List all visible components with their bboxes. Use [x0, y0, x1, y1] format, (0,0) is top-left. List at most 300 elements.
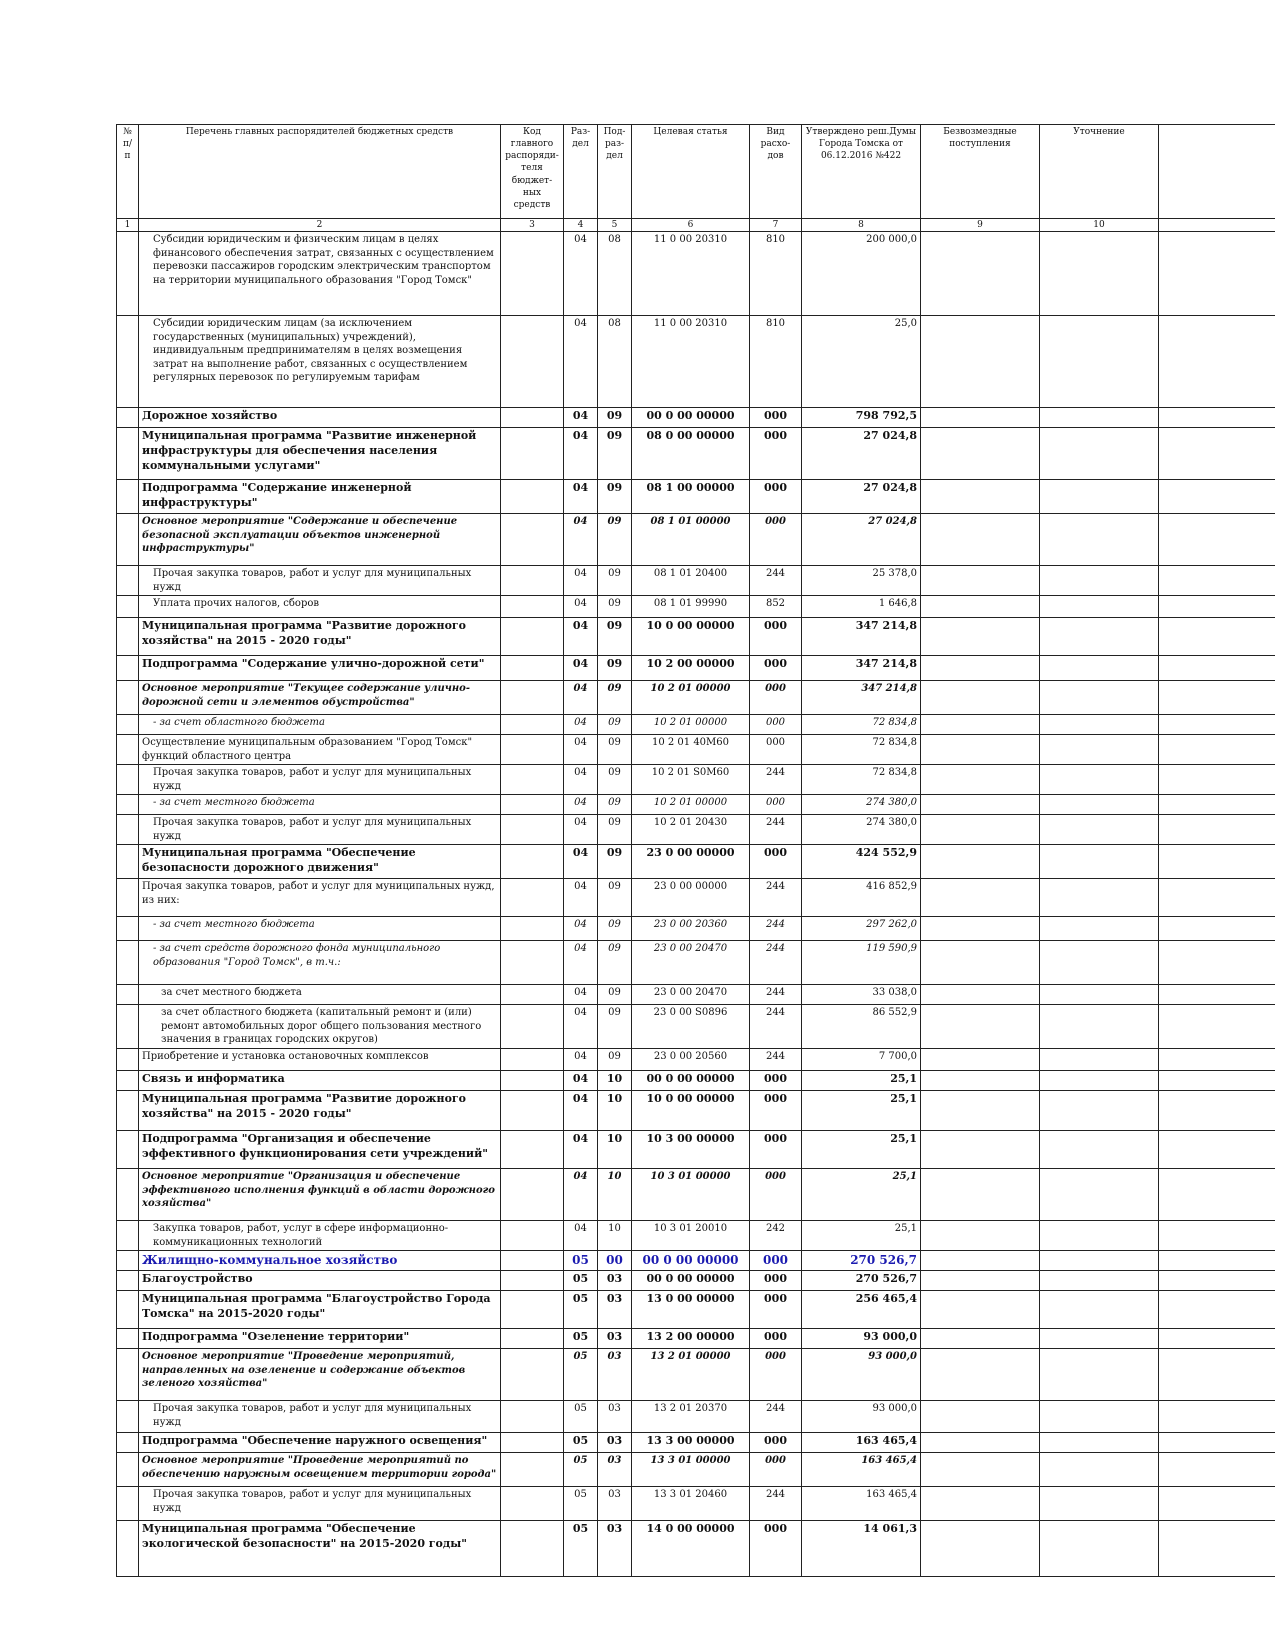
row-last	[1159, 566, 1275, 596]
row-target: 10 2 01 00000	[632, 681, 750, 715]
row-name: Прочая закупка товаров, работ и услуг для муниципальных нужд	[139, 765, 501, 795]
row-clarification	[1040, 1291, 1159, 1329]
row-amount: 274 380,0	[802, 795, 921, 815]
row-last	[1159, 845, 1275, 879]
table-row	[117, 1005, 1275, 1049]
row-razdel: 04	[564, 1049, 598, 1071]
row-target: 10 2 01 20430	[632, 815, 750, 845]
row-code	[501, 316, 564, 408]
row-vid: 000	[750, 795, 802, 815]
row-num	[117, 845, 139, 879]
row-target: 23 0 00 20360	[632, 917, 750, 941]
row-grants	[921, 514, 1040, 566]
header-target: Целевая статья	[632, 125, 750, 219]
row-code	[501, 941, 564, 985]
row-podrazdel: 03	[598, 1453, 632, 1487]
row-grants	[921, 879, 1040, 917]
row-name: Муниципальная программа "Обеспечение безопасности дорожного движения"	[139, 845, 501, 879]
row-podrazdel: 03	[598, 1349, 632, 1401]
row-podrazdel: 09	[598, 1005, 632, 1049]
row-grants	[921, 917, 1040, 941]
row-grants	[921, 795, 1040, 815]
col-number: 1	[117, 219, 139, 232]
row-razdel: 04	[564, 715, 598, 735]
row-vid: 000	[750, 656, 802, 681]
row-grants	[921, 1487, 1040, 1521]
header-name: Перечень главных распорядителей бюджетных средств	[139, 125, 501, 219]
row-name: - за счет средств дорожного фонда муниципального образования "Город Томск", в т.ч.:	[139, 941, 501, 985]
table-row	[117, 232, 1275, 316]
row-name: Благоустройство	[139, 1271, 501, 1291]
row-num	[117, 735, 139, 765]
row-vid: 000	[750, 1291, 802, 1329]
row-code	[501, 765, 564, 795]
row-razdel: 05	[564, 1521, 598, 1577]
row-last	[1159, 735, 1275, 765]
table-row	[117, 765, 1275, 795]
row-name: Основное мероприятие "Текущее содержание улично-дорожной сети и элементов обустройства"	[139, 681, 501, 715]
row-target: 08 1 01 99990	[632, 596, 750, 618]
row-podrazdel: 09	[598, 566, 632, 596]
row-amount: 25,1	[802, 1169, 921, 1221]
row-code	[501, 618, 564, 656]
row-code	[501, 656, 564, 681]
row-num	[117, 681, 139, 715]
row-target: 08 0 00 00000	[632, 428, 750, 480]
row-grants	[921, 1401, 1040, 1433]
row-podrazdel: 09	[598, 845, 632, 879]
col-number	[1159, 219, 1275, 232]
row-target: 10 2 01 00000	[632, 715, 750, 735]
row-razdel: 05	[564, 1453, 598, 1487]
row-name: Подпрограмма "Озеленение территории"	[139, 1329, 501, 1349]
row-code	[501, 1005, 564, 1049]
table-row	[117, 1433, 1275, 1453]
row-name: Осуществление муниципальным образованием "Город Томск" функций областного центра	[139, 735, 501, 765]
row-code	[501, 795, 564, 815]
row-target: 08 1 01 00000	[632, 514, 750, 566]
row-vid: 000	[750, 514, 802, 566]
row-code	[501, 1131, 564, 1169]
table-row	[117, 941, 1275, 985]
row-name: Уплата прочих налогов, сборов	[139, 596, 501, 618]
row-clarification	[1040, 765, 1159, 795]
row-num	[117, 480, 139, 514]
row-amount: 86 552,9	[802, 1005, 921, 1049]
row-last	[1159, 1433, 1275, 1453]
row-num	[117, 1251, 139, 1271]
row-code	[501, 480, 564, 514]
row-vid: 000	[750, 735, 802, 765]
row-last	[1159, 1091, 1275, 1131]
row-vid: 242	[750, 1221, 802, 1251]
row-num	[117, 428, 139, 480]
row-vid: 000	[750, 480, 802, 514]
row-amount: 25,1	[802, 1071, 921, 1091]
row-amount: 25,1	[802, 1091, 921, 1131]
row-code	[501, 1271, 564, 1291]
row-last	[1159, 1169, 1275, 1221]
row-name: за счет областного бюджета (капитальный ремонт и (или) ремонт автомобильных дорог общего пользования местного значения в границах городских округов)	[139, 1005, 501, 1049]
row-grants	[921, 1131, 1040, 1169]
row-name: Муниципальная программа "Благоустройство Города Томска" на 2015-2020 годы"	[139, 1291, 501, 1329]
row-podrazdel: 08	[598, 316, 632, 408]
row-grants	[921, 596, 1040, 618]
row-last	[1159, 480, 1275, 514]
row-grants	[921, 1071, 1040, 1091]
row-clarification	[1040, 1487, 1159, 1521]
row-vid: 000	[750, 1433, 802, 1453]
row-razdel: 05	[564, 1291, 598, 1329]
row-vid: 000	[750, 1521, 802, 1577]
row-last	[1159, 1349, 1275, 1401]
row-razdel: 04	[564, 1091, 598, 1131]
row-num	[117, 1433, 139, 1453]
row-razdel: 04	[564, 845, 598, 879]
row-last	[1159, 1521, 1275, 1577]
row-podrazdel: 09	[598, 795, 632, 815]
row-podrazdel: 03	[598, 1401, 632, 1433]
row-razdel: 04	[564, 618, 598, 656]
row-name: Прочая закупка товаров, работ и услуг для муниципальных нужд	[139, 566, 501, 596]
row-clarification	[1040, 514, 1159, 566]
row-razdel: 04	[564, 985, 598, 1005]
row-target: 08 1 00 00000	[632, 480, 750, 514]
row-vid: 000	[750, 1251, 802, 1271]
row-amount: 163 465,4	[802, 1487, 921, 1521]
row-amount: 72 834,8	[802, 735, 921, 765]
row-grants	[921, 1329, 1040, 1349]
row-clarification	[1040, 815, 1159, 845]
row-num	[117, 1091, 139, 1131]
row-vid: 244	[750, 985, 802, 1005]
row-code	[501, 1071, 564, 1091]
table-row	[117, 514, 1275, 566]
row-razdel: 05	[564, 1487, 598, 1521]
row-podrazdel: 10	[598, 1221, 632, 1251]
row-amount: 798 792,5	[802, 408, 921, 428]
row-name: - за счет местного бюджета	[139, 917, 501, 941]
row-target: 13 0 00 00000	[632, 1291, 750, 1329]
row-podrazdel: 09	[598, 715, 632, 735]
row-name: Закупка товаров, работ, услуг в сфере информационно-коммуникационных технологий	[139, 1221, 501, 1251]
row-clarification	[1040, 1453, 1159, 1487]
row-name: Муниципальная программа "Развитие инженерной инфраструктуры для обеспечения населения коммунальными услугами"	[139, 428, 501, 480]
row-podrazdel: 09	[598, 815, 632, 845]
row-razdel: 05	[564, 1271, 598, 1291]
row-last	[1159, 1131, 1275, 1169]
row-target: 10 2 01 40М60	[632, 735, 750, 765]
row-last	[1159, 316, 1275, 408]
table-row	[117, 845, 1275, 879]
row-code	[501, 879, 564, 917]
row-last	[1159, 1271, 1275, 1291]
row-name: Основное мероприятие "Организация и обеспечение эффективного исполнения функций в области дорожного хозяйства"	[139, 1169, 501, 1221]
row-vid: 852	[750, 596, 802, 618]
row-code	[501, 1169, 564, 1221]
row-clarification	[1040, 1329, 1159, 1349]
row-last	[1159, 1221, 1275, 1251]
row-last	[1159, 1005, 1275, 1049]
row-clarification	[1040, 1251, 1159, 1271]
row-target: 11 0 00 20310	[632, 316, 750, 408]
row-podrazdel: 09	[598, 480, 632, 514]
row-clarification	[1040, 408, 1159, 428]
row-target: 13 2 00 00000	[632, 1329, 750, 1349]
table-row	[117, 917, 1275, 941]
table-row	[117, 1521, 1275, 1577]
row-num	[117, 1005, 139, 1049]
row-code	[501, 1251, 564, 1271]
row-vid: 000	[750, 715, 802, 735]
row-last	[1159, 765, 1275, 795]
row-target: 13 3 01 20460	[632, 1487, 750, 1521]
row-clarification	[1040, 735, 1159, 765]
row-clarification	[1040, 656, 1159, 681]
row-clarification	[1040, 618, 1159, 656]
header-podrazdel: Под-раз-дел	[598, 125, 632, 219]
row-target: 14 0 00 00000	[632, 1521, 750, 1577]
row-vid: 000	[750, 618, 802, 656]
row-vid: 244	[750, 1005, 802, 1049]
row-num	[117, 1401, 139, 1433]
row-podrazdel: 10	[598, 1091, 632, 1131]
row-last	[1159, 1453, 1275, 1487]
header-row	[117, 125, 1275, 219]
row-vid: 810	[750, 232, 802, 316]
row-grants	[921, 1251, 1040, 1271]
row-name: Жилищно-коммунальное хозяйство	[139, 1251, 501, 1271]
row-target: 13 2 01 20370	[632, 1401, 750, 1433]
row-clarification	[1040, 879, 1159, 917]
row-razdel: 04	[564, 596, 598, 618]
row-amount: 270 526,7	[802, 1251, 921, 1271]
row-name: - за счет местного бюджета	[139, 795, 501, 815]
row-num	[117, 815, 139, 845]
row-num	[117, 618, 139, 656]
table-row	[117, 735, 1275, 765]
row-last	[1159, 1071, 1275, 1091]
row-grants	[921, 1091, 1040, 1131]
row-clarification	[1040, 1091, 1159, 1131]
row-grants	[921, 815, 1040, 845]
header-last	[1159, 125, 1275, 219]
row-code	[501, 596, 564, 618]
row-grants	[921, 765, 1040, 795]
row-grants	[921, 1169, 1040, 1221]
row-clarification	[1040, 795, 1159, 815]
row-vid: 000	[750, 408, 802, 428]
row-amount: 163 465,4	[802, 1433, 921, 1453]
row-code	[501, 1487, 564, 1521]
row-vid: 000	[750, 681, 802, 715]
table-row	[117, 656, 1275, 681]
row-vid: 000	[750, 1169, 802, 1221]
row-podrazdel: 09	[598, 596, 632, 618]
row-podrazdel: 09	[598, 514, 632, 566]
row-grants	[921, 845, 1040, 879]
row-num	[117, 1169, 139, 1221]
row-code	[501, 715, 564, 735]
row-last	[1159, 596, 1275, 618]
row-grants	[921, 1271, 1040, 1291]
row-name: Прочая закупка товаров, работ и услуг для муниципальных нужд	[139, 1487, 501, 1521]
row-name: Подпрограмма "Организация и обеспечение эффективного функционирования сети учреждений"	[139, 1131, 501, 1169]
row-amount: 27 024,8	[802, 480, 921, 514]
row-grants	[921, 408, 1040, 428]
row-name: Приобретение и установка остановочных комплексов	[139, 1049, 501, 1071]
row-last	[1159, 1487, 1275, 1521]
col-number: 8	[802, 219, 921, 232]
row-name: Субсидии юридическим и физическим лицам в целях финансового обеспечения затрат, связанных с осуществлением перевозки пассажиров городским электрическим транспортом на территории муниципального образования "Город Томск"	[139, 232, 501, 316]
row-razdel: 04	[564, 735, 598, 765]
row-name: Связь и информатика	[139, 1071, 501, 1091]
table-row	[117, 480, 1275, 514]
row-code	[501, 917, 564, 941]
row-razdel: 04	[564, 514, 598, 566]
table-row	[117, 408, 1275, 428]
row-num	[117, 795, 139, 815]
row-last	[1159, 618, 1275, 656]
table-row	[117, 879, 1275, 917]
row-podrazdel: 09	[598, 985, 632, 1005]
row-name: Муниципальная программа "Развитие дорожного хозяйства" на 2015 - 2020 годы"	[139, 618, 501, 656]
row-target: 00 0 00 00000	[632, 408, 750, 428]
row-razdel: 04	[564, 1071, 598, 1091]
row-vid: 244	[750, 879, 802, 917]
row-razdel: 04	[564, 656, 598, 681]
row-clarification	[1040, 681, 1159, 715]
row-last	[1159, 917, 1275, 941]
row-vid: 244	[750, 1487, 802, 1521]
row-grants	[921, 566, 1040, 596]
row-razdel: 05	[564, 1329, 598, 1349]
header-code: Код главного распоряди-теля бюджет-ных средств	[501, 125, 564, 219]
row-razdel: 04	[564, 815, 598, 845]
row-razdel: 04	[564, 941, 598, 985]
row-podrazdel: 10	[598, 1169, 632, 1221]
table-row	[117, 1251, 1275, 1271]
row-razdel: 04	[564, 1005, 598, 1049]
row-num	[117, 566, 139, 596]
row-razdel: 04	[564, 1131, 598, 1169]
row-amount: 25,1	[802, 1131, 921, 1169]
row-code	[501, 735, 564, 765]
row-amount: 347 214,8	[802, 618, 921, 656]
row-code	[501, 566, 564, 596]
row-grants	[921, 1453, 1040, 1487]
row-razdel: 05	[564, 1251, 598, 1271]
row-num	[117, 1453, 139, 1487]
row-num	[117, 1271, 139, 1291]
row-razdel: 04	[564, 408, 598, 428]
row-code	[501, 1453, 564, 1487]
row-target: 10 2 01 00000	[632, 795, 750, 815]
row-name: Основное мероприятие "Проведение мероприятий по обеспечению наружным освещением территории города"	[139, 1453, 501, 1487]
table-row	[117, 681, 1275, 715]
row-num	[117, 1521, 139, 1577]
table-row	[117, 1291, 1275, 1329]
row-clarification	[1040, 1349, 1159, 1401]
row-last	[1159, 879, 1275, 917]
table-row	[117, 1169, 1275, 1221]
header-grants: Безвозмездные поступления	[921, 125, 1040, 219]
row-razdel: 04	[564, 879, 598, 917]
row-razdel: 05	[564, 1349, 598, 1401]
row-vid: 000	[750, 845, 802, 879]
row-podrazdel: 03	[598, 1487, 632, 1521]
row-podrazdel: 09	[598, 879, 632, 917]
row-name: за счет местного бюджета	[139, 985, 501, 1005]
row-amount: 72 834,8	[802, 765, 921, 795]
header-num: № п/п	[117, 125, 139, 219]
row-last	[1159, 681, 1275, 715]
row-podrazdel: 03	[598, 1521, 632, 1577]
table-row	[117, 815, 1275, 845]
row-clarification	[1040, 845, 1159, 879]
row-clarification	[1040, 596, 1159, 618]
row-last	[1159, 1401, 1275, 1433]
row-vid: 244	[750, 765, 802, 795]
row-grants	[921, 715, 1040, 735]
row-razdel: 04	[564, 917, 598, 941]
row-clarification	[1040, 715, 1159, 735]
table-row	[117, 1131, 1275, 1169]
table-row	[117, 596, 1275, 618]
header-vid: Вид расхо-дов	[750, 125, 802, 219]
row-num	[117, 514, 139, 566]
column-number-row	[117, 219, 1275, 232]
col-number: 2	[139, 219, 501, 232]
row-code	[501, 1433, 564, 1453]
row-amount: 270 526,7	[802, 1271, 921, 1291]
row-razdel: 04	[564, 316, 598, 408]
table-row	[117, 1349, 1275, 1401]
row-code	[501, 1521, 564, 1577]
row-target: 23 0 00 20470	[632, 985, 750, 1005]
row-target: 23 0 00 20560	[632, 1049, 750, 1071]
table-row	[117, 715, 1275, 735]
table-row	[117, 1329, 1275, 1349]
row-last	[1159, 1329, 1275, 1349]
row-amount: 297 262,0	[802, 917, 921, 941]
row-vid: 244	[750, 1049, 802, 1071]
row-clarification	[1040, 316, 1159, 408]
header-approved: Утверждено реш.Думы Города Томска от 06.12.2016 №422	[802, 125, 921, 219]
col-number: 4	[564, 219, 598, 232]
row-vid: 244	[750, 941, 802, 985]
row-target: 10 2 00 00000	[632, 656, 750, 681]
row-podrazdel: 03	[598, 1433, 632, 1453]
row-grants	[921, 656, 1040, 681]
row-num	[117, 596, 139, 618]
row-vid: 244	[750, 815, 802, 845]
row-target: 23 0 00 00000	[632, 845, 750, 879]
row-razdel: 04	[564, 681, 598, 715]
row-code	[501, 408, 564, 428]
row-name: Прочая закупка товаров, работ и услуг для муниципальных нужд, из них:	[139, 879, 501, 917]
row-amount: 93 000,0	[802, 1401, 921, 1433]
row-name: Подпрограмма "Обеспечение наружного освещения"	[139, 1433, 501, 1453]
row-last	[1159, 408, 1275, 428]
row-grants	[921, 1005, 1040, 1049]
row-grants	[921, 1433, 1040, 1453]
table-row	[117, 1271, 1275, 1291]
row-clarification	[1040, 1521, 1159, 1577]
row-target: 00 0 00 00000	[632, 1271, 750, 1291]
row-num	[117, 1049, 139, 1071]
row-amount: 25,1	[802, 1221, 921, 1251]
